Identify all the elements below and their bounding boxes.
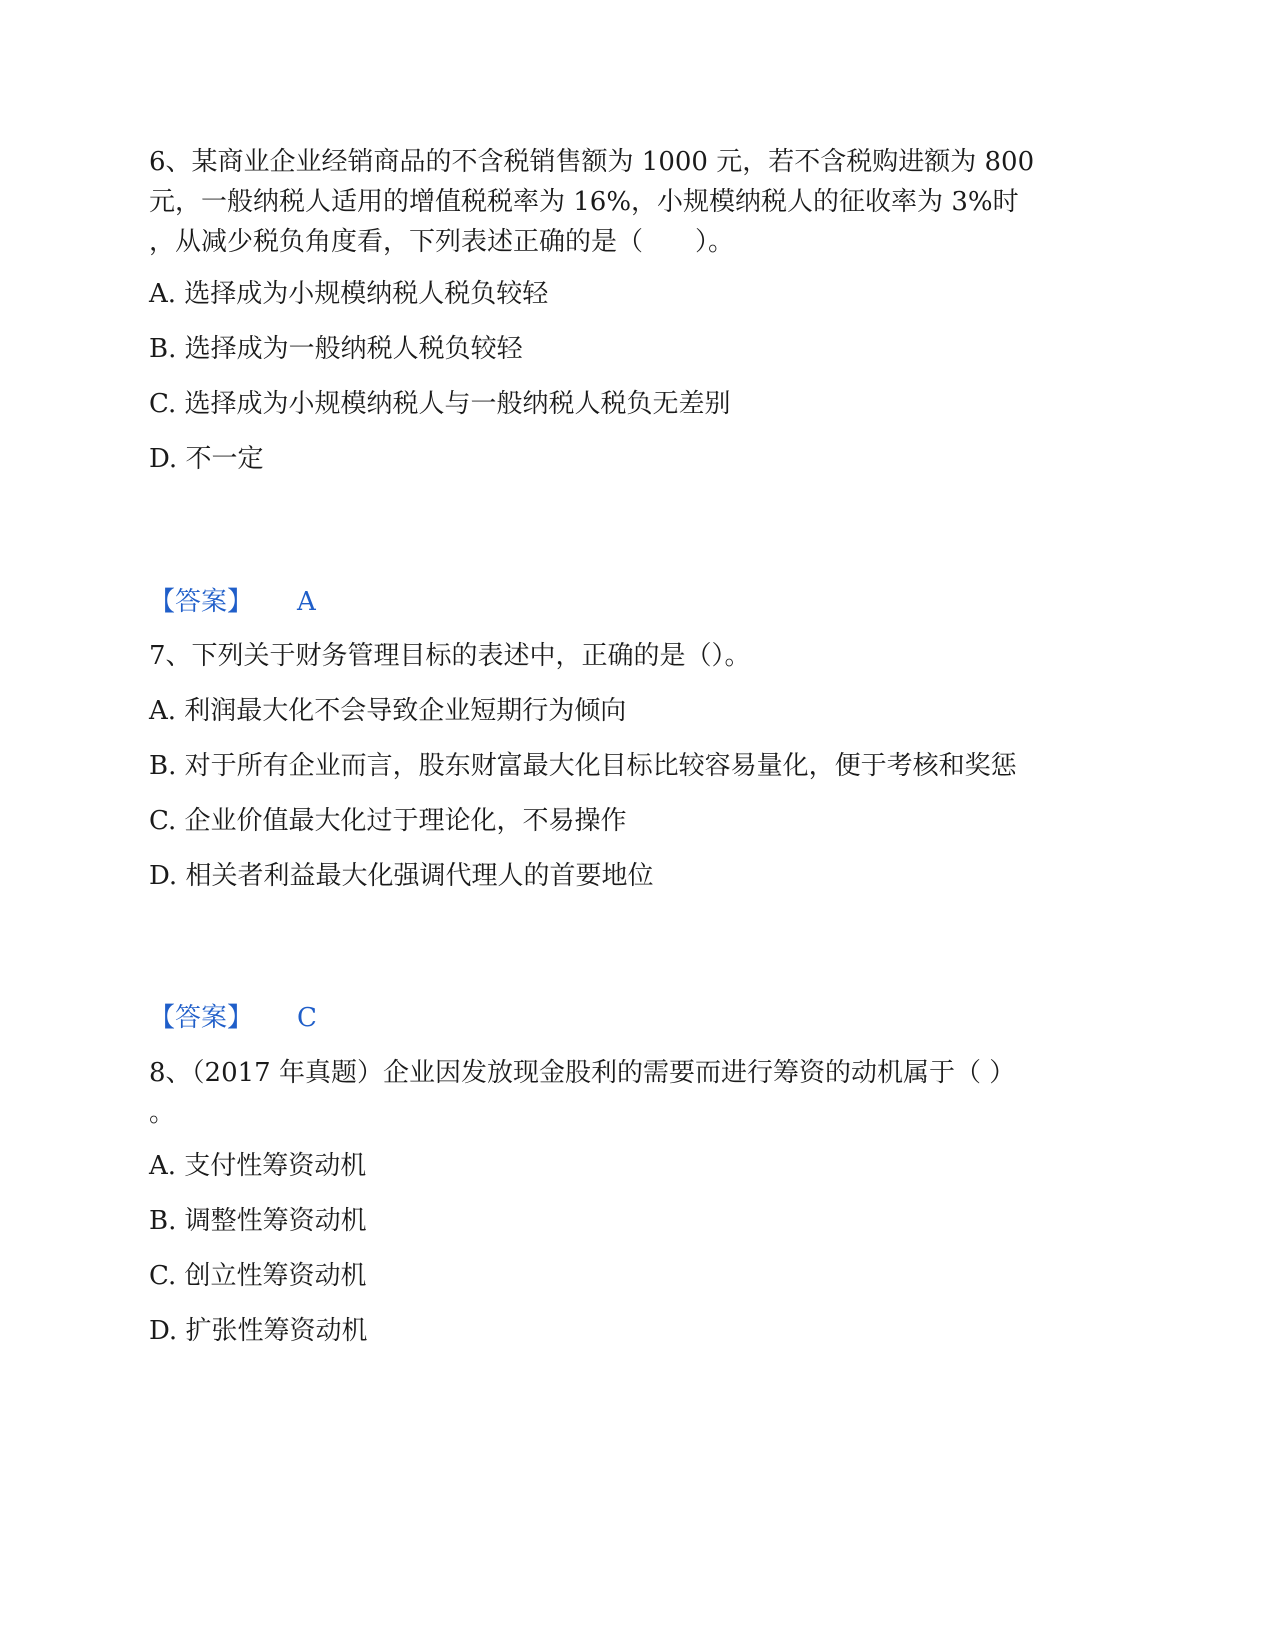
question-8 — [149, 1053, 1109, 1133]
answer-value: A — [297, 587, 316, 617]
question-7-text-line-1: 7、下列关于财务管理目标的表述中，正确的是（）。 — [149, 641, 751, 671]
answer-label: 【答案】 — [149, 1003, 254, 1033]
question-7-option-c: C. 企业价值最大化过于理论化，不易操作 — [149, 806, 627, 836]
question-6-answer — [149, 582, 316, 622]
question-6 — [149, 142, 1109, 262]
question-7-option-b: B. 对于所有企业而言，股东财富最大化目标比较容易量化，便于考核和奖惩 — [149, 751, 1017, 781]
question-7 — [149, 636, 1109, 676]
question-7-option-a: A. 利润最大化不会导致企业短期行为倾向 — [149, 696, 627, 726]
question-7-option-d: D. 相关者利益最大化强调代理人的首要地位 — [149, 861, 654, 891]
question-7-answer — [149, 998, 317, 1038]
answer-value: C — [297, 1003, 317, 1033]
question-8-option-b: B. 调整性筹资动机 — [149, 1206, 367, 1236]
answer-label: 【答案】 — [149, 587, 254, 617]
question-8-option-c: C. 创立性筹资动机 — [149, 1261, 367, 1291]
question-6-option-b: B. 选择成为一般纳税人税负较轻 — [149, 334, 523, 364]
question-6-option-a: A. 选择成为小规模纳税人税负较轻 — [149, 279, 549, 309]
question-6-option-c: C. 选择成为小规模纳税人与一般纳税人税负无差别 — [149, 389, 731, 419]
question-8-text-line-2: 。 — [149, 1098, 176, 1128]
question-8-options — [149, 1146, 1109, 1351]
question-6-option-d: D. 不一定 — [149, 444, 264, 474]
question-8-option-d: D. 扩张性筹资动机 — [149, 1316, 368, 1346]
question-6-text-line-3: ，从减少税负角度看，下列表述正确的是（ ）。 — [149, 227, 735, 257]
question-6-text-line-1: 6、某商业企业经销商品的不含税销售额为 1000 元，若不含税购进额为 800 — [149, 147, 1035, 177]
question-8-text-line-1: 8、（2017 年真题）企业因发放现金股利的需要而进行筹资的动机属于（ ） — [149, 1058, 1016, 1088]
question-8-option-a: A. 支付性筹资动机 — [149, 1151, 367, 1181]
question-6-options — [149, 274, 1109, 479]
question-7-options — [149, 691, 1109, 896]
question-6-text-line-2: 元，一般纳税人适用的增值税税率为 16%，小规模纳税人的征收率为 3%时 — [149, 187, 1019, 217]
